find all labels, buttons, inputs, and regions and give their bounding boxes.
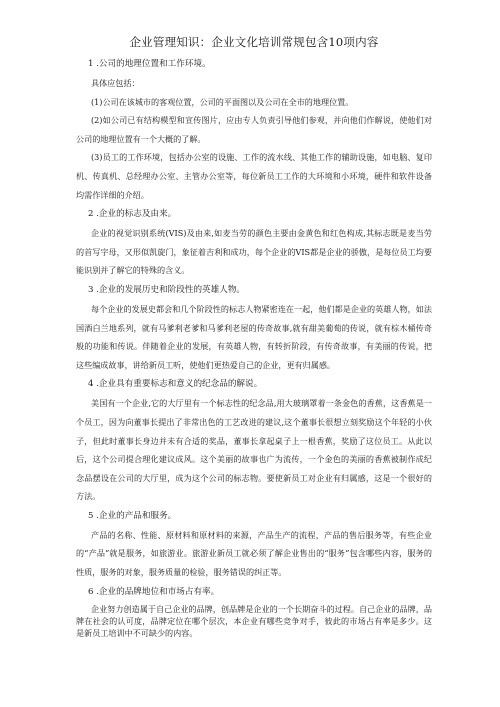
section-heading: 6 .企业的品牌地位和市场占有率。: [88, 586, 220, 597]
section-6: [76, 584, 432, 640]
section-heading: 5 .企业的产品和服务。: [88, 510, 177, 521]
section-heading: 4 .企业具有重要标志和意义的纪念品的解说。: [88, 379, 263, 390]
document-title: 企业管理知识：企业文化培训常规包含10项内容: [129, 35, 379, 49]
paragraph: 具体应包括：: [91, 78, 140, 88]
section-heading: 2 .企业的标志及由来。: [88, 209, 177, 220]
section-2: [76, 206, 432, 280]
paragraph: (3)员工的工作环境，包括办公室的设施、工作的流水线、其他工作的辅助设施，如电脑、复印机、传真机、总经理办公室、主管办公室等，每位新员工工作的大环境和小环境，硬件和软件设备均需作详细的介绍。: [76, 152, 432, 200]
paragraph: 企业的视觉识别系统(VIS)及由来,如麦当劳的颜色主要由金黄色和红色构成,其标志既是麦当劳的首写字母，又形似凯旋门，象征着吉利和成功，每个企业的VIS都是企业的骄傲，是每位员工均要能识别并了解它的特殊的含义。: [76, 228, 432, 276]
paragraph: (1)公司在该城市的客观位置，公司的平面图以及公司在全市的地理位置。: [91, 96, 354, 107]
section-3: [76, 282, 432, 374]
document-page: [76, 34, 432, 639]
section-4: [76, 376, 432, 506]
paragraph: 美国有一个企业,它的大厅里有一个标志性的纪念品,用大玻璃罩着一条金色的香蕉，这香蕉是一个员工，因为向董事长提出了非常出色的工艺改进的建议,这个董事长很想立刻奖励这个年轻的小伙子，但此时董事长身边并未有合适的奖品，董事长拿起桌子上一根香蕉，奖励了这位员工。从此以后，这个公司提合理化建议成风。这个美丽的故事也广为流传，一个金色的美丽的香蕉被制作成纪念品摆设在公司的大厅里，成为这个公司的标志物。要使新员工对企业有归属感，这是一个很好的方法。: [76, 398, 432, 502]
paragraph: 企业努力创造属于自己企业的品牌，创品牌是企业的一个长期奋斗的过程。自己企业的品牌，品牌在社会的认可度，品牌定位在哪个层次，本企业有哪些竞争对手，彼此的市场占有率是多少。这是新员工培训中不可缺少的内容。: [76, 603, 432, 639]
paragraph: 产品的名称、性能、原材料和原材料的来源，产品生产的流程，产品的售后服务等，有些企业的“产品”就是服务，如旅游业。旅游业新员工就必须了解企业售出的“服务”包含哪些内容，服务的性质，服务的对象，服务质量的检验，服务错误的纠正等。: [76, 529, 432, 578]
paragraph: (2)如公司已有结构模型和宣传图片，应由专人负责引导他们参观，并向他们作解说，使他们对公司的地理位置有一个大概的了解。: [76, 115, 432, 144]
section-1: [76, 56, 432, 204]
section-heading: 3 .企业的发展历史和阶段性的英雄人物。: [88, 284, 246, 295]
paragraph: 每个企业的发展史都会和几个阶段性的标志人物紧密连在一起，他们都是企业的英雄人物，如法国酒白兰地系列，就有马爹利老爹和马爹利老屋的传奇故事,就有甜美葡萄的传说，就有棕木桶传奇般的功能和传说。伴随着企业的发展，有英雄人物，有转折阶段，有传奇故事，有美丽的传说，把这些编成故事，讲给新员工听，使他们更热爱自己的企业，更有归属感。: [76, 303, 432, 370]
section-heading: 1 .公司的地理位置和工作环境。: [88, 59, 211, 69]
section-5: [76, 508, 432, 582]
